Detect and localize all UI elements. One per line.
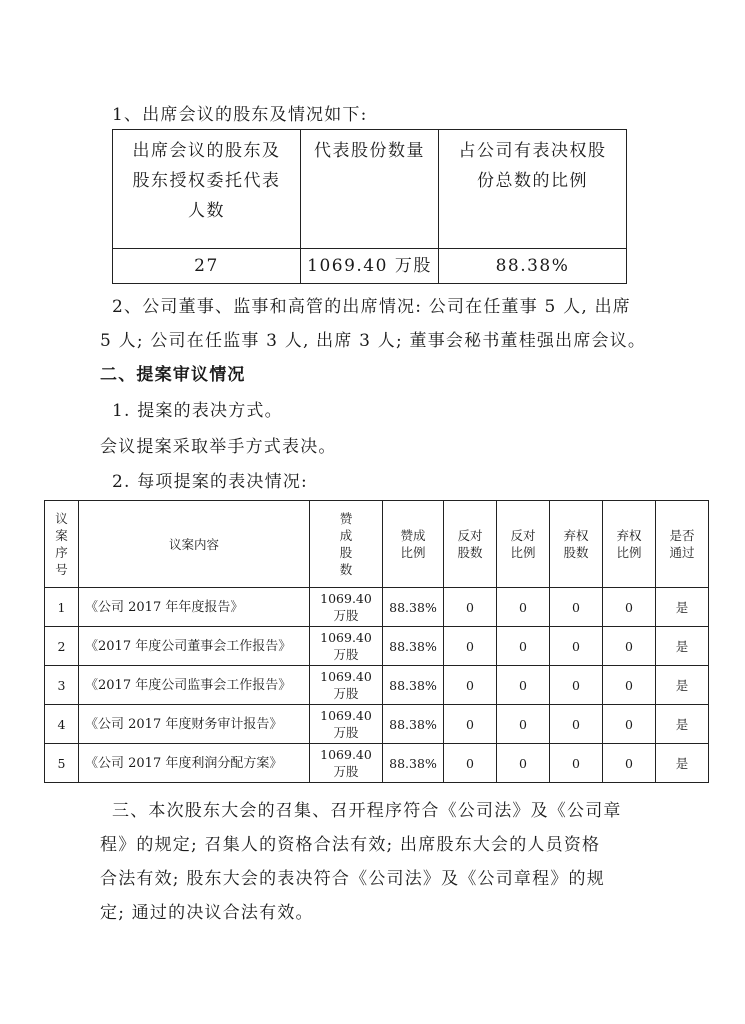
header-char: 案 xyxy=(55,528,68,543)
for-shares-value: 1069.40 xyxy=(320,630,372,645)
abstain-ratio: 0 xyxy=(603,744,656,783)
for-shares-unit: 万股 xyxy=(333,764,359,779)
for-shares xyxy=(310,666,383,705)
table-row xyxy=(45,588,709,627)
for-ratio: 88.38% xyxy=(383,705,444,744)
header-line: 人数 xyxy=(188,201,225,221)
header-line: 议案内容 xyxy=(168,536,219,552)
header-line: 股东授权委托代表 xyxy=(132,171,281,191)
vote-results-heading: 2. 每项提案的表决情况: xyxy=(112,472,308,492)
section-three-line4: 定; 通过的决议合法有效。 xyxy=(100,903,314,923)
header-line: 赞成 xyxy=(400,528,426,543)
for-shares-value: 1069.40 xyxy=(320,708,372,723)
table-row xyxy=(45,705,709,744)
for-shares xyxy=(310,588,383,627)
for-shares-unit: 万股 xyxy=(333,608,359,623)
passed: 是 xyxy=(656,744,709,783)
attendance-table xyxy=(112,129,627,284)
vote-header-no xyxy=(45,501,79,588)
against-shares: 0 xyxy=(444,744,497,783)
proposal-no: 1 xyxy=(45,588,79,627)
against-shares: 0 xyxy=(444,588,497,627)
abstain-ratio: 0 xyxy=(603,705,656,744)
attendance-header-attendees xyxy=(113,130,301,249)
for-ratio: 88.38% xyxy=(383,627,444,666)
header-line: 出席会议的股东及 xyxy=(132,141,281,161)
table-row xyxy=(45,744,709,783)
header-char: 号 xyxy=(55,562,68,577)
attendance-ratio: 88.38% xyxy=(439,249,627,284)
attendance-data-row xyxy=(113,249,627,284)
section-two-heading: 二、提案审议情况 xyxy=(100,365,246,385)
header-line: 比例 xyxy=(616,545,642,560)
voting-method-text: 会议提案采取举手方式表决。 xyxy=(100,437,337,457)
for-shares-unit: 万股 xyxy=(333,725,359,740)
against-ratio: 0 xyxy=(497,705,550,744)
proposal-content: 《2017 年度公司监事会工作报告》 xyxy=(79,666,310,705)
section-three-line3: 合法有效; 股东大会的表决符合《公司法》及《公司章程》的规 xyxy=(100,869,605,889)
header-line: 股数 xyxy=(563,545,589,560)
against-ratio: 0 xyxy=(497,588,550,627)
proposal-content: 《公司 2017 年年度报告》 xyxy=(79,588,310,627)
header-line: 代表股份数量 xyxy=(314,141,425,161)
header-char: 数 xyxy=(339,562,353,577)
for-shares xyxy=(310,744,383,783)
vote-header-passed xyxy=(656,501,709,588)
passed: 是 xyxy=(656,666,709,705)
header-line: 份总数的比例 xyxy=(477,171,588,191)
passed: 是 xyxy=(656,705,709,744)
header-char: 股 xyxy=(339,545,353,560)
proposal-no: 3 xyxy=(45,666,79,705)
against-shares: 0 xyxy=(444,627,497,666)
vote-header-abstain-shares xyxy=(550,501,603,588)
for-shares xyxy=(310,705,383,744)
attendance-header-row xyxy=(113,130,627,249)
against-ratio: 0 xyxy=(497,666,550,705)
vote-header-abstain-ratio xyxy=(603,501,656,588)
vote-table xyxy=(44,500,709,783)
abstain-shares: 0 xyxy=(550,666,603,705)
for-shares xyxy=(310,627,383,666)
header-line: 股数 xyxy=(457,545,483,560)
proposal-no: 5 xyxy=(45,744,79,783)
header-line: 占公司有表决权股 xyxy=(458,141,607,161)
proposal-content: 《2017 年度公司董事会工作报告》 xyxy=(79,627,310,666)
header-line: 反对 xyxy=(510,528,536,543)
header-line: 比例 xyxy=(400,545,426,560)
against-ratio: 0 xyxy=(497,627,550,666)
header-line: 弃权 xyxy=(616,528,642,543)
for-ratio: 88.38% xyxy=(383,744,444,783)
header-line: 是否 xyxy=(669,528,695,543)
header-line: 比例 xyxy=(510,545,536,560)
for-shares-unit: 万股 xyxy=(333,647,359,662)
header-char: 议 xyxy=(55,511,68,526)
attendance-header-shares xyxy=(301,130,439,249)
attendance-intro: 1、出席会议的股东及情况如下: xyxy=(112,105,368,125)
vote-header-against-shares xyxy=(444,501,497,588)
abstain-shares: 0 xyxy=(550,627,603,666)
abstain-shares: 0 xyxy=(550,588,603,627)
abstain-shares: 0 xyxy=(550,705,603,744)
abstain-ratio: 0 xyxy=(603,666,656,705)
table-row xyxy=(45,627,709,666)
for-shares-value: 1069.40 xyxy=(320,669,372,684)
attendance-header-ratio xyxy=(439,130,627,249)
for-shares-unit: 万股 xyxy=(333,686,359,701)
header-line: 弃权 xyxy=(563,528,589,543)
table-row xyxy=(45,666,709,705)
header-line: 通过 xyxy=(669,545,695,560)
officers-attendance-line1: 2、公司董事、监事和高管的出席情况: 公司在任董事 5 人, 出席 xyxy=(112,297,631,317)
passed: 是 xyxy=(656,588,709,627)
header-line: 反对 xyxy=(457,528,483,543)
proposal-content: 《公司 2017 年度利润分配方案》 xyxy=(79,744,310,783)
proposal-content: 《公司 2017 年度财务审计报告》 xyxy=(79,705,310,744)
abstain-ratio: 0 xyxy=(603,627,656,666)
for-shares-value: 1069.40 xyxy=(320,747,372,762)
against-shares: 0 xyxy=(444,666,497,705)
vote-header-for-ratio xyxy=(383,501,444,588)
attendance-count: 27 xyxy=(113,249,301,284)
passed: 是 xyxy=(656,627,709,666)
for-ratio: 88.38% xyxy=(383,588,444,627)
section-three-line2: 程》的规定; 召集人的资格合法有效; 出席股东大会的人员资格 xyxy=(100,835,601,855)
proposal-no: 4 xyxy=(45,705,79,744)
for-ratio: 88.38% xyxy=(383,666,444,705)
voting-method-heading: 1. 提案的表决方式。 xyxy=(112,401,283,421)
vote-header-for-shares xyxy=(310,501,383,588)
proposal-no: 2 xyxy=(45,627,79,666)
header-char: 赞 xyxy=(339,511,353,526)
section-three-line1: 三、本次股东大会的召集、召开程序符合《公司法》及《公司章 xyxy=(112,801,622,821)
header-char: 序 xyxy=(55,545,68,560)
against-shares: 0 xyxy=(444,705,497,744)
abstain-shares: 0 xyxy=(550,744,603,783)
attendance-shares: 1069.40 万股 xyxy=(301,249,439,284)
vote-header-content xyxy=(79,501,310,588)
abstain-ratio: 0 xyxy=(603,588,656,627)
header-char: 成 xyxy=(339,528,353,543)
for-shares-value: 1069.40 xyxy=(320,591,372,606)
against-ratio: 0 xyxy=(497,744,550,783)
officers-attendance-line2: 5 人; 公司在任监事 3 人, 出席 3 人; 董事会秘书董桂强出席会议。 xyxy=(100,331,647,351)
vote-header-against-ratio xyxy=(497,501,550,588)
vote-header-row xyxy=(45,501,709,588)
